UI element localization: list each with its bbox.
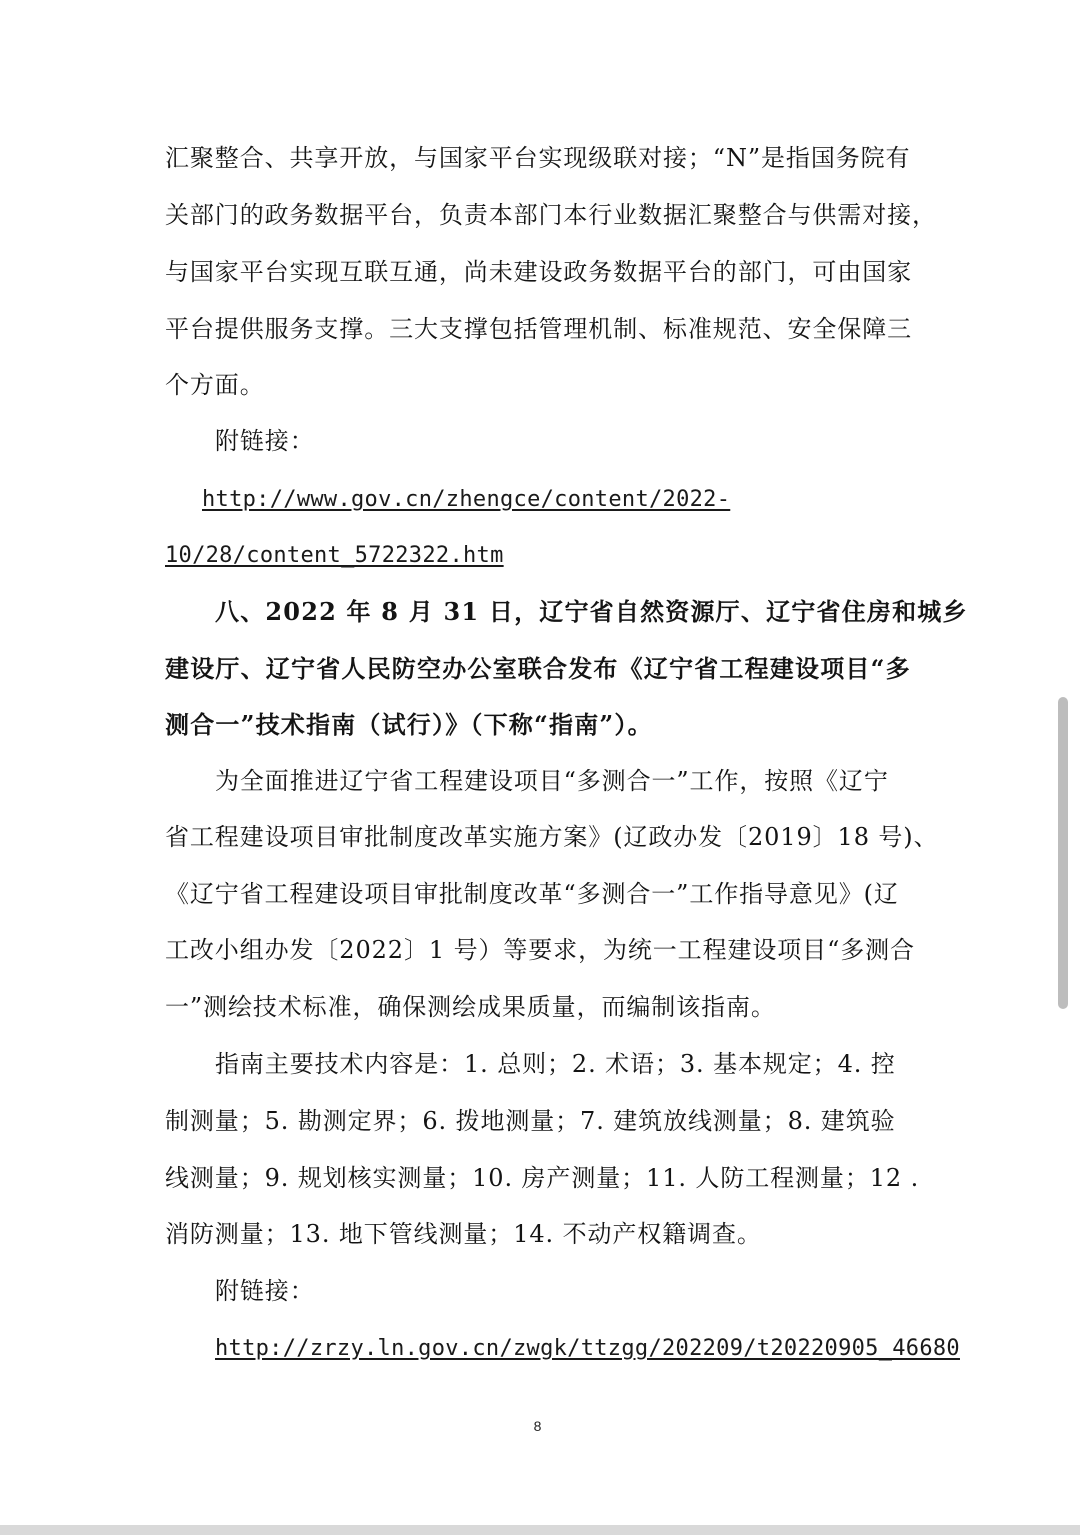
- body-text-line: 与国家平台实现互联互通，尚未建设政务数据平台的部门，可由国家: [165, 258, 912, 286]
- reference-link-line-2[interactable]: 10/28/content_5722322.htm: [165, 543, 504, 568]
- body-text-line: 《辽宁省工程建设项目审批制度改革“多测合一”工作指导意见》(辽: [165, 880, 899, 908]
- body-text-line: 平台提供服务支撑。三大支撑包括管理机制、标准规范、安全保障三: [165, 315, 912, 343]
- section-heading-line: 建设厅、辽宁省人民防空办公室联合发布《辽宁省工程建设项目“多: [165, 654, 911, 683]
- link-label: 附链接：: [215, 1277, 315, 1305]
- bottom-scroll-bar: [0, 1525, 1080, 1535]
- section-heading-line: 测合一”技术指南（试行）》（下称“指南”）。: [165, 710, 653, 739]
- section-heading-line: 八、2022 年 8 月 31 日，辽宁省自然资源厅、辽宁省住房和城乡: [215, 597, 968, 626]
- reference-link-line-1[interactable]: http://www.gov.cn/zhengce/content/2022-: [202, 487, 731, 512]
- body-text-line: 省工程建设项目审批制度改革实施方案》(辽政办发〔2019〕18 号)、: [165, 823, 939, 851]
- body-text-line: 指南主要技术内容是：1. 总则；2. 术语；3. 基本规定；4. 控: [215, 1050, 896, 1078]
- link-label: 附链接：: [215, 427, 315, 455]
- body-text-line: 一”测绘技术标准，确保测绘成果质量，而编制该指南。: [165, 993, 776, 1021]
- page-number: 8: [533, 1418, 542, 1434]
- body-text-line: 工改小组办发〔2022〕1 号）等要求，为统一工程建设项目“多测合: [165, 936, 915, 964]
- body-text-line: 关部门的政务数据平台，负责本部门本行业数据汇聚整合与供需对接，: [165, 201, 937, 229]
- reference-link[interactable]: http://zrzy.ln.gov.cn/zwgk/ttzgg/202209/t20220905_46680: [215, 1336, 960, 1361]
- body-text-line: 汇聚整合、共享开放，与国家平台实现级联对接；“N”是指国务院有: [165, 144, 911, 172]
- body-text-line: 为全面推进辽宁省工程建设项目“多测合一”工作，按照《辽宁: [215, 767, 889, 795]
- vertical-scrollbar-thumb[interactable]: [1058, 697, 1068, 1009]
- body-text-line: 消防测量；13. 地下管线测量；14. 不动产权籍调查。: [165, 1220, 762, 1248]
- body-text-line: 制测量；5. 勘测定界；6. 拨地测量；7. 建筑放线测量；8. 建筑验: [165, 1107, 896, 1135]
- body-text-line: 线测量；9. 规划核实测量；10. 房产测量；11. 人防工程测量；12 .: [165, 1164, 920, 1192]
- body-text-line: 个方面。: [165, 371, 265, 399]
